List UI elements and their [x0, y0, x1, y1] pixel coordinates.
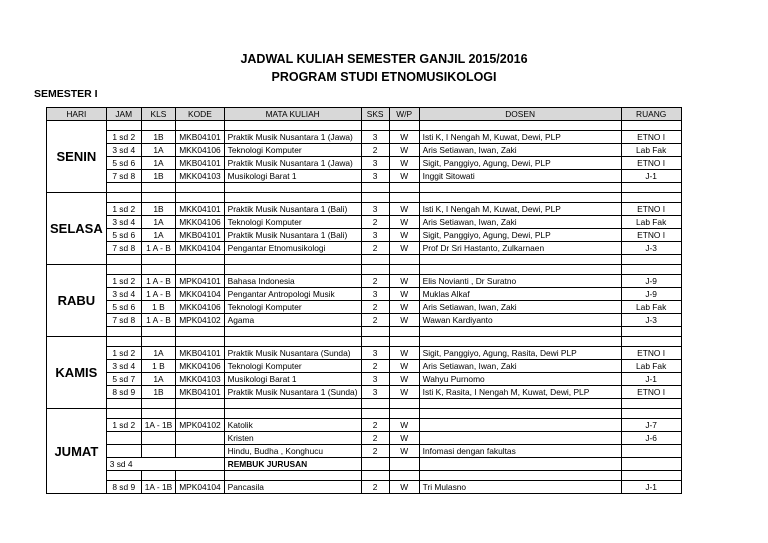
cell-kode: MKB04101 — [176, 157, 224, 170]
empty-cell — [224, 193, 361, 203]
cell-ruang: Lab Fak — [621, 216, 681, 229]
cell-sks: 3 — [361, 203, 389, 216]
empty-cell — [621, 193, 681, 203]
cell-mata-kuliah: Teknologi Komputer — [224, 216, 361, 229]
empty-cell — [141, 183, 175, 193]
cell-ruang: J-6 — [621, 432, 681, 445]
table-row — [47, 216, 682, 229]
cell-mata-kuliah: Pancasila — [224, 481, 361, 494]
table-row — [47, 347, 682, 360]
cell-mata-kuliah: Pengantar Etnomusikologi — [224, 242, 361, 255]
cell-sks: 3 — [361, 386, 389, 399]
empty-cell — [419, 327, 621, 337]
cell-wp: W — [389, 432, 419, 445]
cell-jam: 5 sd 6 — [106, 301, 141, 314]
cell-sks: 3 — [361, 131, 389, 144]
cell-kode: MKK04104 — [176, 288, 224, 301]
cell-dosen: Muklas Alkaf — [419, 288, 621, 301]
cell-jam: 8 sd 9 — [106, 481, 141, 494]
cell-kls: 1 A - B — [141, 314, 175, 327]
cell-wp: W — [389, 144, 419, 157]
cell-jam: 5 sd 6 — [106, 229, 141, 242]
spacer-row — [47, 255, 682, 265]
cell-dosen: Sigit, Panggiyo, Agung, Rasita, Dewi PLP — [419, 347, 621, 360]
cell-ruang: J-1 — [621, 481, 681, 494]
cell-kode: MKK04106 — [176, 144, 224, 157]
empty-cell — [621, 255, 681, 265]
empty-cell — [224, 471, 361, 481]
empty-cell — [106, 471, 141, 481]
header-row — [47, 108, 682, 121]
cell-sks: 3 — [361, 347, 389, 360]
cell-kls: 1B — [141, 131, 175, 144]
day-label: SELASA — [47, 193, 107, 265]
table-row — [47, 229, 682, 242]
header-mata-kuliah: MATA KULIAH — [224, 108, 361, 121]
cell-jam: 3 sd 4 — [106, 360, 141, 373]
table-row — [47, 242, 682, 255]
table-row — [47, 203, 682, 216]
table-row — [47, 360, 682, 373]
cell-sks: 3 — [361, 288, 389, 301]
empty-cell — [389, 458, 419, 471]
cell-kode — [176, 432, 224, 445]
empty-cell — [419, 409, 621, 419]
cell-wp: W — [389, 314, 419, 327]
empty-cell — [621, 121, 681, 131]
empty-cell — [141, 337, 175, 347]
cell-jam: 3 sd 4 — [106, 288, 141, 301]
empty-cell — [361, 121, 389, 131]
empty-cell — [361, 327, 389, 337]
table-row — [47, 419, 682, 432]
empty-cell — [621, 183, 681, 193]
empty-cell — [361, 471, 389, 481]
cell-jam: 5 sd 7 — [106, 373, 141, 386]
cell-dosen: Sigit, Panggiyo, Agung, Dewi, PLP — [419, 157, 621, 170]
empty-cell — [141, 265, 175, 275]
cell-kode: MKK04106 — [176, 360, 224, 373]
cell-jam — [106, 445, 141, 458]
cell-dosen — [419, 419, 621, 432]
page-title: JADWAL KULIAH SEMESTER GANJIL 2015/2016 — [240, 52, 528, 66]
cell-kls: 1 A - B — [141, 288, 175, 301]
table-row — [47, 170, 682, 183]
cell-ruang: J-3 — [621, 242, 681, 255]
cell-jam — [106, 432, 141, 445]
cell-sks: 3 — [361, 170, 389, 183]
cell-mata-kuliah: Praktik Musik Nusantara 1 (Bali) — [224, 203, 361, 216]
header-kls: KLS — [141, 108, 175, 121]
empty-cell — [419, 399, 621, 409]
cell-ruang: J-9 — [621, 275, 681, 288]
cell-dosen: Wahyu Purnomo — [419, 373, 621, 386]
empty-cell — [361, 193, 389, 203]
empty-cell — [224, 327, 361, 337]
empty-cell — [106, 409, 141, 419]
table-row — [47, 481, 682, 494]
empty-cell — [176, 265, 224, 275]
schedule-table — [46, 107, 682, 494]
cell-ruang: ETNO I — [621, 229, 681, 242]
header-dosen: DOSEN — [419, 108, 621, 121]
header-wp: W/P — [389, 108, 419, 121]
header-kode: KODE — [176, 108, 224, 121]
table-row — [47, 131, 682, 144]
cell-ruang: J-1 — [621, 373, 681, 386]
cell-mata-kuliah: Katolik — [224, 419, 361, 432]
cell-wp: W — [389, 419, 419, 432]
cell-wp: W — [389, 373, 419, 386]
empty-cell — [224, 255, 361, 265]
table-row — [47, 432, 682, 445]
empty-cell — [361, 399, 389, 409]
table-row — [47, 373, 682, 386]
empty-cell — [419, 121, 621, 131]
cell-wp: W — [389, 157, 419, 170]
table-row — [47, 314, 682, 327]
table-row — [47, 288, 682, 301]
empty-cell — [419, 265, 621, 275]
spacer-row — [47, 265, 682, 275]
cell-kls: 1A — [141, 347, 175, 360]
cell-jam: 1 sd 2 — [106, 131, 141, 144]
cell-kode: MKK04106 — [176, 301, 224, 314]
cell-kode: MPK04102 — [176, 314, 224, 327]
cell-mata-kuliah: Agama — [224, 314, 361, 327]
cell-sks: 2 — [361, 360, 389, 373]
cell-sks: 3 — [361, 157, 389, 170]
table-row — [47, 157, 682, 170]
table-row — [47, 386, 682, 399]
cell-kode: MPK04101 — [176, 275, 224, 288]
empty-cell — [176, 183, 224, 193]
cell-wp: W — [389, 170, 419, 183]
cell-wp: W — [389, 347, 419, 360]
cell-mata-kuliah: Hindu, Budha , Konghucu — [224, 445, 361, 458]
rembuk-label: REMBUK JURUSAN — [224, 458, 361, 471]
empty-cell — [176, 327, 224, 337]
empty-cell — [389, 255, 419, 265]
cell-sks: 2 — [361, 216, 389, 229]
cell-sks: 2 — [361, 275, 389, 288]
cell-mata-kuliah: Kristen — [224, 432, 361, 445]
cell-kls: 1A - 1B — [141, 419, 175, 432]
cell-dosen: Infomasi dengan fakultas — [419, 445, 621, 458]
cell-jam: 7 sd 8 — [106, 242, 141, 255]
cell-wp: W — [389, 360, 419, 373]
empty-cell — [176, 471, 224, 481]
cell-dosen: Isti K, I Nengah M, Kuwat, Dewi, PLP — [419, 203, 621, 216]
cell-mata-kuliah: Praktik Musik Nusantara (Sunda) — [224, 347, 361, 360]
empty-cell — [141, 193, 175, 203]
cell-ruang — [621, 445, 681, 458]
cell-wp: W — [389, 203, 419, 216]
empty-cell — [621, 337, 681, 347]
cell-dosen: Isti K, Rasita, I Nengah M, Kuwat, Dewi, PLP — [419, 386, 621, 399]
empty-cell — [176, 337, 224, 347]
rembuk-row — [47, 458, 682, 471]
cell-dosen: Aris Setiawan, Iwan, Zaki — [419, 144, 621, 157]
empty-cell — [106, 255, 141, 265]
cell-sks: 2 — [361, 242, 389, 255]
cell-ruang: Lab Fak — [621, 301, 681, 314]
cell-kls: 1A - 1B — [141, 481, 175, 494]
empty-cell — [389, 183, 419, 193]
empty-cell — [389, 265, 419, 275]
cell-kode: MKK04104 — [176, 242, 224, 255]
table-row — [47, 445, 682, 458]
cell-kls — [141, 432, 175, 445]
empty-cell — [389, 337, 419, 347]
table-row — [47, 301, 682, 314]
cell-sks: 2 — [361, 301, 389, 314]
empty-cell — [106, 265, 141, 275]
cell-mata-kuliah: Praktik Musik Nusantara 1 (Sunda) — [224, 386, 361, 399]
cell-kls: 1A — [141, 144, 175, 157]
cell-ruang: J-3 — [621, 314, 681, 327]
cell-wp: W — [389, 229, 419, 242]
day-label: KAMIS — [47, 337, 107, 409]
empty-cell — [176, 255, 224, 265]
empty-cell — [141, 255, 175, 265]
header-hari: HARI — [47, 108, 107, 121]
empty-cell — [389, 399, 419, 409]
day-label: RABU — [47, 265, 107, 337]
cell-ruang: ETNO I — [621, 131, 681, 144]
cell-kls: 1 B — [141, 301, 175, 314]
cell-kls: 1B — [141, 386, 175, 399]
spacer-row — [47, 121, 682, 131]
cell-mata-kuliah: Teknologi Komputer — [224, 360, 361, 373]
cell-sks: 3 — [361, 229, 389, 242]
cell-dosen — [419, 432, 621, 445]
cell-sks: 2 — [361, 419, 389, 432]
cell-wp: W — [389, 216, 419, 229]
spacer-row — [47, 471, 682, 481]
empty-cell — [224, 409, 361, 419]
cell-ruang: J-7 — [621, 419, 681, 432]
day-label: JUMAT — [47, 409, 107, 494]
cell-jam: 5 sd 6 — [106, 157, 141, 170]
table-row — [47, 275, 682, 288]
cell-dosen: Wawan Kardiyanto — [419, 314, 621, 327]
cell-mata-kuliah: Praktik Musik Nusantara 1 (Jawa) — [224, 157, 361, 170]
cell-mata-kuliah: Musikologi Barat 1 — [224, 170, 361, 183]
empty-cell — [361, 265, 389, 275]
cell-dosen: Aris Setiawan, Iwan, Zaki — [419, 216, 621, 229]
cell-sks: 2 — [361, 144, 389, 157]
cell-ruang: J-9 — [621, 288, 681, 301]
cell-kls: 1A — [141, 157, 175, 170]
cell-dosen: Isti K, I Nengah M, Kuwat, Dewi, PLP — [419, 131, 621, 144]
cell-wp: W — [389, 386, 419, 399]
cell-ruang: ETNO I — [621, 203, 681, 216]
cell-jam: 7 sd 8 — [106, 314, 141, 327]
empty-cell — [389, 471, 419, 481]
cell-wp: W — [389, 301, 419, 314]
cell-mata-kuliah: Pengantar Antropologi Musik — [224, 288, 361, 301]
cell-mata-kuliah: Teknologi Komputer — [224, 144, 361, 157]
empty-cell — [621, 471, 681, 481]
empty-cell — [106, 183, 141, 193]
cell-jam: 1 sd 2 — [106, 347, 141, 360]
cell-ruang: ETNO I — [621, 386, 681, 399]
empty-cell — [621, 409, 681, 419]
empty-cell — [389, 121, 419, 131]
cell-kls: 1 A - B — [141, 275, 175, 288]
cell-dosen: Inggit Sitowati — [419, 170, 621, 183]
cell-dosen: Sigit, Panggiyo, Agung, Dewi, PLP — [419, 229, 621, 242]
cell-kode: MPK04104 — [176, 481, 224, 494]
cell-ruang: ETNO I — [621, 157, 681, 170]
cell-ruang: ETNO I — [621, 347, 681, 360]
cell-kode: MKB04101 — [176, 347, 224, 360]
cell-dosen: Prof Dr Sri Hastanto, Zulkarnaen — [419, 242, 621, 255]
empty-cell — [224, 399, 361, 409]
cell-jam: 1 sd 2 — [106, 419, 141, 432]
empty-cell — [141, 399, 175, 409]
cell-sks: 3 — [361, 373, 389, 386]
empty-cell — [176, 399, 224, 409]
empty-cell — [621, 458, 681, 471]
cell-ruang: Lab Fak — [621, 360, 681, 373]
empty-cell — [224, 121, 361, 131]
empty-cell — [389, 193, 419, 203]
spacer-row — [47, 327, 682, 337]
empty-cell — [176, 193, 224, 203]
cell-jam: 8 sd 9 — [106, 386, 141, 399]
cell-jam: 3 sd 4 — [106, 144, 141, 157]
header-sks: SKS — [361, 108, 389, 121]
empty-cell — [361, 255, 389, 265]
page-subtitle: PROGRAM STUDI ETNOMUSIKOLOGI — [271, 70, 497, 84]
empty-cell — [106, 337, 141, 347]
spacer-row — [47, 409, 682, 419]
cell-jam: 1 sd 2 — [106, 203, 141, 216]
cell-sks: 2 — [361, 314, 389, 327]
cell-wp: W — [389, 131, 419, 144]
empty-cell — [361, 183, 389, 193]
empty-cell — [176, 121, 224, 131]
empty-cell — [224, 337, 361, 347]
empty-cell — [176, 409, 224, 419]
spacer-row — [47, 337, 682, 347]
cell-wp: W — [389, 445, 419, 458]
day-label: SENIN — [47, 121, 107, 193]
empty-cell — [419, 458, 621, 471]
empty-cell — [141, 409, 175, 419]
cell-kls — [141, 445, 175, 458]
cell-wp: W — [389, 242, 419, 255]
empty-cell — [361, 337, 389, 347]
cell-mata-kuliah: Musikologi Barat 1 — [224, 373, 361, 386]
cell-kode — [176, 445, 224, 458]
cell-sks: 2 — [361, 432, 389, 445]
cell-kls: 1B — [141, 170, 175, 183]
spacer-row — [47, 193, 682, 203]
empty-cell — [621, 265, 681, 275]
cell-dosen: Elis Novianti , Dr Suratno — [419, 275, 621, 288]
cell-ruang: Lab Fak — [621, 144, 681, 157]
cell-kode: MPK04102 — [176, 419, 224, 432]
cell-mata-kuliah: Teknologi Komputer — [224, 301, 361, 314]
cell-kls: 1 A - B — [141, 242, 175, 255]
cell-kode: MKK04103 — [176, 170, 224, 183]
empty-cell — [361, 409, 389, 419]
schedule-body — [47, 121, 682, 494]
spacer-row — [47, 399, 682, 409]
empty-cell — [419, 183, 621, 193]
cell-sks: 2 — [361, 481, 389, 494]
cell-kode: MKK04101 — [176, 203, 224, 216]
cell-jam: 1 sd 2 — [106, 275, 141, 288]
cell-dosen: Tri Mulasno — [419, 481, 621, 494]
cell-kls: 1 B — [141, 360, 175, 373]
header-jam: JAM — [106, 108, 141, 121]
empty-cell — [419, 193, 621, 203]
cell-mata-kuliah: Bahasa Indonesia — [224, 275, 361, 288]
cell-dosen: Aris Setiawan, Iwan, Zaki — [419, 301, 621, 314]
empty-cell — [419, 337, 621, 347]
cell-mata-kuliah: Praktik Musik Nusantara 1 (Jawa) — [224, 131, 361, 144]
cell-kode: MKB04101 — [176, 386, 224, 399]
cell-kls: 1A — [141, 229, 175, 242]
cell-kls: 1B — [141, 203, 175, 216]
cell-ruang: J-1 — [621, 170, 681, 183]
semester-label: SEMESTER I — [34, 88, 98, 100]
empty-cell — [621, 399, 681, 409]
empty-cell — [224, 183, 361, 193]
header-ruang: RUANG — [621, 108, 681, 121]
cell-wp: W — [389, 288, 419, 301]
empty-cell — [389, 327, 419, 337]
cell-jam: 3 sd 4 — [106, 458, 224, 471]
empty-cell — [141, 327, 175, 337]
cell-kls: 1A — [141, 216, 175, 229]
cell-jam: 7 sd 8 — [106, 170, 141, 183]
cell-kode: MKB04101 — [176, 131, 224, 144]
empty-cell — [361, 458, 389, 471]
empty-cell — [389, 409, 419, 419]
table-row — [47, 144, 682, 157]
cell-wp: W — [389, 481, 419, 494]
cell-sks: 2 — [361, 445, 389, 458]
empty-cell — [141, 471, 175, 481]
empty-cell — [141, 121, 175, 131]
cell-jam: 3 sd 4 — [106, 216, 141, 229]
cell-kode: MKK04106 — [176, 216, 224, 229]
cell-dosen: Aris Setiawan, Iwan, Zaki — [419, 360, 621, 373]
empty-cell — [621, 327, 681, 337]
cell-mata-kuliah: Praktik Musik Nusantara 1 (Bali) — [224, 229, 361, 242]
empty-cell — [419, 471, 621, 481]
cell-kode: MKB04101 — [176, 229, 224, 242]
spacer-row — [47, 183, 682, 193]
empty-cell — [106, 399, 141, 409]
empty-cell — [106, 193, 141, 203]
empty-cell — [419, 255, 621, 265]
cell-kode: MKK04103 — [176, 373, 224, 386]
cell-kls: 1A — [141, 373, 175, 386]
cell-wp: W — [389, 275, 419, 288]
empty-cell — [224, 265, 361, 275]
empty-cell — [106, 121, 141, 131]
empty-cell — [106, 327, 141, 337]
